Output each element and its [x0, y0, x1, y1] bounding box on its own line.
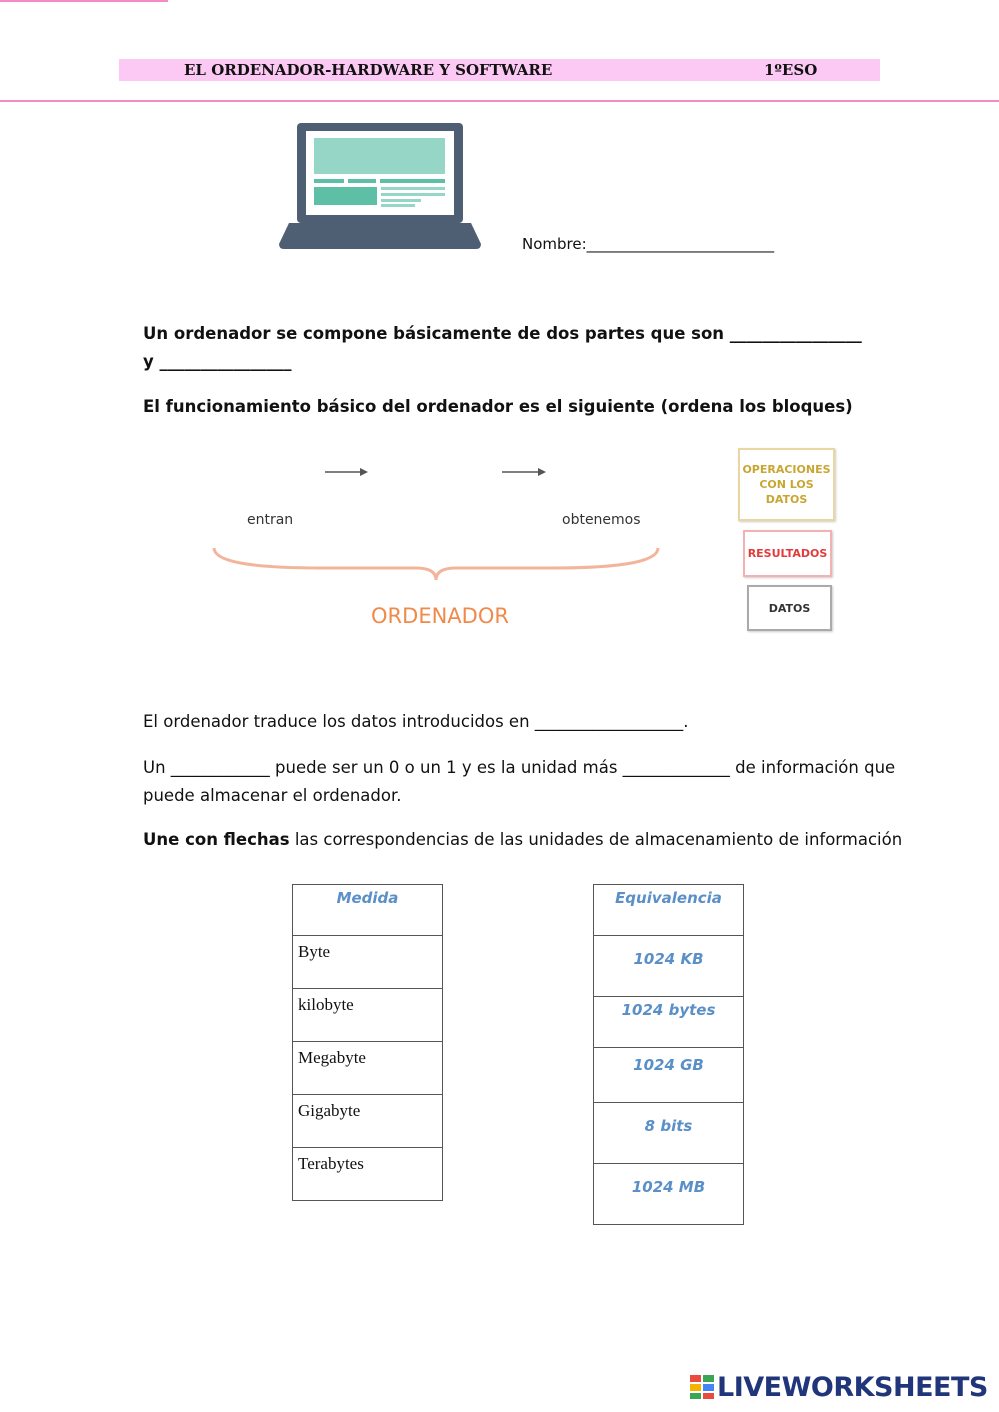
block-operaciones[interactable]: OPERACIONES CON LOS DATOS [738, 448, 835, 521]
block-resultados[interactable]: RESULTADOS [743, 530, 832, 577]
equivalencia-cell[interactable]: 1024 GB [594, 1048, 744, 1103]
une-flechas-rest: las correspondencias de las unidades de almacenamiento de información [289, 830, 903, 849]
top-accent-line [0, 0, 168, 2]
question-bit: Un ____________ puede ser un 0 o un 1 y es la unidad más _____________ de información que puede almacenar el ordenador. [143, 758, 896, 805]
block-datos[interactable]: DATOS [747, 585, 832, 631]
laptop-icon [277, 122, 483, 252]
question-traduce: El ordenador traduce los datos introducidos en __________________. [143, 712, 689, 731]
medida-cell[interactable]: Byte [293, 936, 443, 989]
medida-table [292, 884, 443, 1201]
label-entran: entran [247, 512, 294, 528]
logo-text: LIVEWORKSHEETS [717, 1371, 988, 1403]
nombre-field[interactable]: Nombre:_________________________ [522, 235, 775, 253]
question-order-blocks: El funcionamiento básico del ordenador es el siguiente (ordena los bloques) [143, 397, 853, 416]
question-parts: Un ordenador se compone básicamente de dos partes que son ________________ y ________________ [143, 324, 862, 371]
question-une-flechas [143, 826, 913, 854]
medida-header: Medida [293, 885, 443, 936]
ordenador-diagram [200, 440, 670, 640]
equivalencia-cell[interactable]: 1024 KB [594, 936, 744, 997]
equivalencia-cell[interactable]: 1024 MB [594, 1164, 744, 1225]
arrow-2-head [538, 468, 546, 476]
logo-mark-icon [690, 1375, 714, 1399]
une-flechas-bold: Une con flechas [143, 830, 290, 849]
equivalencia-cell[interactable]: 1024 bytes [594, 997, 744, 1048]
medida-cell[interactable]: Megabyte [293, 1042, 443, 1095]
label-obtenemos: obtenemos [562, 512, 641, 528]
header-rule [0, 100, 999, 102]
equivalencia-cell[interactable]: 8 bits [594, 1103, 744, 1164]
label-ordenador: ORDENADOR [371, 604, 509, 628]
equivalencia-header: Equivalencia [594, 885, 744, 936]
header-grade: 1ºESO [764, 61, 818, 79]
brace [214, 548, 658, 580]
equivalencia-table [593, 884, 744, 1225]
arrow-1-head [360, 468, 368, 476]
liveworksheets-logo [690, 1372, 988, 1402]
header-title: EL ORDENADOR-HARDWARE Y SOFTWARE [184, 61, 553, 79]
medida-cell[interactable]: Gigabyte [293, 1095, 443, 1148]
medida-cell[interactable]: kilobyte [293, 989, 443, 1042]
medida-cell[interactable]: Terabytes [293, 1148, 443, 1201]
